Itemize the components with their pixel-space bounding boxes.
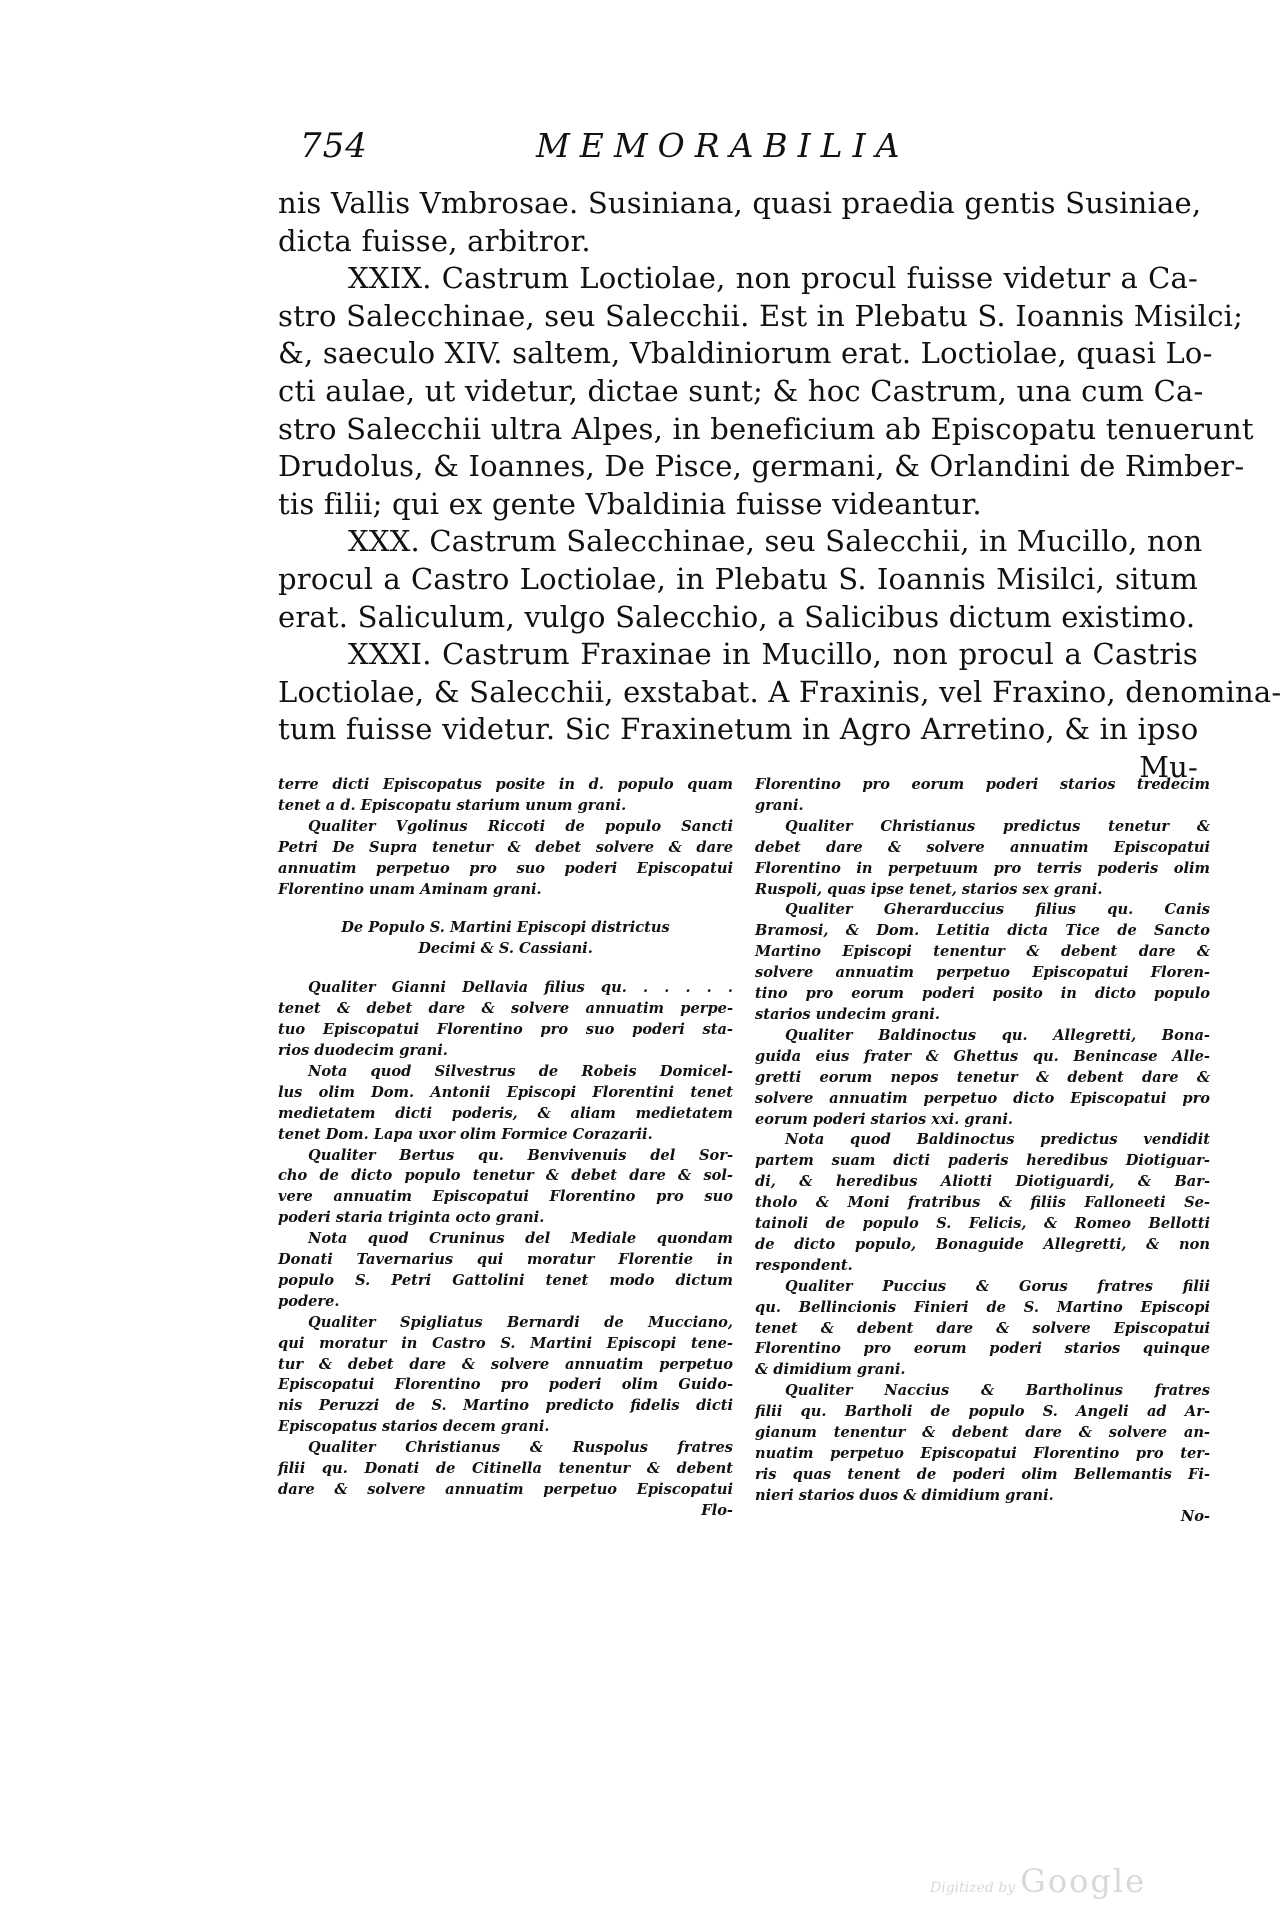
main-text (278, 185, 1282, 787)
text-line: tis filii; qui ex gente Vbaldinia fuisse videantur. (278, 486, 982, 521)
footnote-line: solvere annuatim perpetuo dicto Episcopatui pro (755, 1089, 1210, 1107)
footnote-line: Episcopatus starios decem grani. (278, 1418, 550, 1436)
footnote-line: tenet Dom. Lapa uxor olim Formice Corazarii. (278, 1125, 653, 1143)
footnote-line: Ruspoli, quas ipse tenet, starios sex grani. (755, 880, 1103, 898)
footnote-line: tholo & Moni fratribus & filiis Falloneeti Se- (755, 1194, 1210, 1212)
footnote-line: nis Peruzzi de S. Martino predicto fidelis dicti (278, 1397, 733, 1415)
footnote-line: Qualiter Bertus qu. Benvivenuis del Sor- (308, 1146, 733, 1164)
footnote-line: qu. Bellincionis Finieri de S. Martino Episcopi (755, 1298, 1210, 1316)
footnotes-left-column (278, 775, 733, 1522)
text-line: erat. Saliculum, vulgo Salecchio, a Salicibus dictum existimo. (278, 599, 1196, 634)
footnote-line: vere annuatim Episcopatui Florentino pro suo (278, 1188, 733, 1206)
footnote-line: De Populo S. Martini Episcopi districtus (341, 919, 670, 937)
text-line: XXXI. Castrum Fraxinae in Mucillo, non procul a Castris (348, 637, 1198, 672)
footnote-line: podere. (278, 1292, 340, 1310)
footnote-line: Florentino pro eorum poderi starios quinque (755, 1340, 1210, 1358)
footnote-line: di, & heredibus Aliotti Diotiguardi, & Bar- (755, 1173, 1210, 1191)
footnote-line: tenet a d. Episcopatu starium unum grani. (278, 796, 627, 814)
footnote-line: Florentino in perpetuum pro terris poderis olim (755, 859, 1210, 877)
footnote-line: & dimidium grani. (755, 1361, 906, 1379)
footnote-line: Episcopatui Florentino pro poderi olim Guido- (278, 1376, 733, 1394)
footnote-line: gianum tenentur & debent dare & solvere an- (755, 1424, 1210, 1442)
watermark-prefix: Digitized by (930, 1880, 1016, 1896)
footnote-line: ris quas tenent de poderi olim Bellemantis Fi- (755, 1465, 1210, 1483)
footnote-line: Martino Episcopi tenentur & debent dare & (755, 943, 1210, 961)
footnote-line: Florentino pro eorum poderi starios tredecim (755, 776, 1210, 793)
footnote-line: Qualiter Christianus predictus tenetur & (785, 817, 1210, 835)
footnote-line: Nota quod Silvestrus de Robeis Domicel- (308, 1062, 733, 1080)
footnote-line: lus olim Dom. Antonii Episcopi Florentini tenet (278, 1083, 733, 1101)
footnote-line: Florentino unam Aminam grani. (278, 880, 542, 898)
text-line: stro Salecchii ultra Alpes, in beneficium ab Episcopatu tenuerunt (278, 411, 1254, 446)
footnote-line: tuo Episcopatui Florentino pro suo poderi sta- (278, 1021, 733, 1039)
footnote-line: Decimi & S. Cassiani. (418, 940, 593, 958)
text-line: Mu- (1139, 749, 1198, 784)
page-header (300, 126, 940, 174)
text-line: procul a Castro Loctiolae, in Plebatu S. Ioannis Misilci, situm (278, 561, 1198, 596)
text-line: Loctiolae, & Salecchii, exstabat. A Fraxinis, vel Fraxino, denomina- (278, 674, 1282, 709)
footnote-line: tur & debet dare & solvere annuatim perpetuo (278, 1355, 733, 1373)
text-line: &, saeculo XIV. saltem, Vbaldiniorum erat. Loctiolae, quasi Lo- (278, 336, 1213, 371)
footnote-line: respondent. (755, 1256, 853, 1274)
text-line: XXX. Castrum Salecchinae, seu Salecchii, in Mucillo, non (348, 524, 1203, 559)
footnote-line: medietatem dicti poderis, & aliam medietatem (278, 1104, 733, 1122)
footnote-line: grani. (755, 796, 804, 814)
footnote-line: rios duodecim grani. (278, 1041, 448, 1059)
footnote-line: tenet & debent dare & solvere Episcopatui (755, 1319, 1210, 1337)
text-line: nis Vallis Vmbrosae. Susiniana, quasi praedia gentis Susiniae, (278, 186, 1202, 220)
footnote-line: dare & solvere annuatim perpetuo Episcopatui (278, 1481, 733, 1498)
footnote-line: gretti eorum nepos tenetur & debent dare & (755, 1068, 1210, 1086)
footnote-line: annuatim perpetuo pro suo poderi Episcopatui (278, 859, 733, 877)
footnotes-right-column (755, 775, 1210, 1528)
footnote-line: Donati Tavernarius qui moratur Florentie in (278, 1251, 733, 1269)
footnote-line: Qualiter Gianni Dellavia filius qu. . . . . . (308, 979, 733, 997)
footnote-line: Nota quod Cruninus del Mediale quondam (308, 1230, 733, 1248)
footnote-line: Qualiter Baldinoctus qu. Allegretti, Bona- (785, 1026, 1210, 1044)
footnote-line: Qualiter Spigliatus Bernardi de Mucciano, (308, 1313, 733, 1331)
footnote-line: Qualiter Puccius & Gorus fratres filii (785, 1277, 1210, 1295)
text-line: Drudolus, & Ioannes, De Pisce, germani, & Orlandini de Rimber- (278, 449, 1245, 484)
footnote-line: partem suam dicti paderis heredibus Diotiguar- (755, 1152, 1210, 1170)
text-line: dicta fuisse, arbitror. (278, 223, 591, 258)
footnote-line: Bramosi, & Dom. Letitia dicta Tice de Sancto (755, 922, 1210, 940)
footnote-line: Flo- (701, 1501, 733, 1519)
watermark-brand: Google (1020, 1862, 1147, 1900)
footnote-line: Qualiter Gherarduccius filius qu. Canis (785, 901, 1210, 919)
page-number: 754 (300, 126, 368, 166)
text-line: cti aulae, ut videtur, dictae sunt; & hoc Castrum, una cum Ca- (278, 373, 1204, 408)
footnote-line: populo S. Petri Gattolini tenet modo dictum (278, 1271, 733, 1289)
footnote-line: eorum poderi starios xxi. grani. (755, 1110, 1013, 1128)
footnote-line: tino pro eorum poderi posito in dicto populo (755, 985, 1210, 1003)
footnote-line: terre dicti Episcopatus posite in d. populo quam (278, 776, 733, 793)
footnote-line: Qualiter Vgolinus Riccoti de populo Sancti (308, 817, 733, 835)
footnote-line: tenet & debet dare & solvere annuatim perpe- (278, 1000, 733, 1018)
text-line: stro Salecchinae, seu Salecchii. Est in Plebatu S. Ioannis Misilci; (278, 298, 1244, 333)
footnote-line: debet dare & solvere annuatim Episcopatui (755, 838, 1210, 856)
footnote-line: guida eius frater & Ghettus qu. Benincase Alle- (755, 1047, 1210, 1065)
footnote-line: filii qu. Donati de Citinella tenentur & debent (278, 1460, 733, 1478)
footnote-line: Nota quod Baldinoctus predictus vendidit (785, 1131, 1210, 1149)
footnote-line: Qualiter Christianus & Ruspolus fratres (308, 1439, 733, 1457)
footnote-line: nuatim perpetuo Episcopatui Florentino pro ter- (755, 1445, 1210, 1462)
digitization-watermark (930, 1862, 1146, 1900)
footnote-line: qui moratur in Castro S. Martini Episcopi tene- (278, 1334, 733, 1352)
footnote-line: nieri starios duos & dimidium grani. (755, 1486, 1054, 1504)
footnote-line: starios undecim grani. (755, 1005, 940, 1023)
footnote-line: tainoli de populo S. Felicis, & Romeo Bellotti (755, 1215, 1210, 1233)
footnote-line: poderi staria triginta octo grani. (278, 1209, 545, 1227)
footnote-line: cho de dicto populo tenetur & debet dare & sol- (278, 1167, 733, 1185)
footnote-line: Qualiter Naccius & Bartholinus fratres (785, 1382, 1210, 1400)
footnote-line: Petri De Supra tenetur & debet solvere & dare (278, 838, 733, 856)
footnote-line: solvere annuatim perpetuo Episcopatui Floren- (755, 964, 1210, 982)
footnote-line: filii qu. Bartholi de populo S. Angeli ad Ar- (755, 1403, 1210, 1421)
text-line: XXIX. Castrum Loctiolae, non procul fuisse videtur a Ca- (348, 261, 1198, 296)
text-line: tum fuisse videtur. Sic Fraxinetum in Agro Arretino, & in ipso (278, 712, 1199, 747)
running-title: MEMORABILIA (536, 126, 910, 165)
footnote-line: No- (1180, 1507, 1210, 1525)
footnote-line: de dicto populo, Bonaguide Allegretti, & non (755, 1235, 1210, 1253)
